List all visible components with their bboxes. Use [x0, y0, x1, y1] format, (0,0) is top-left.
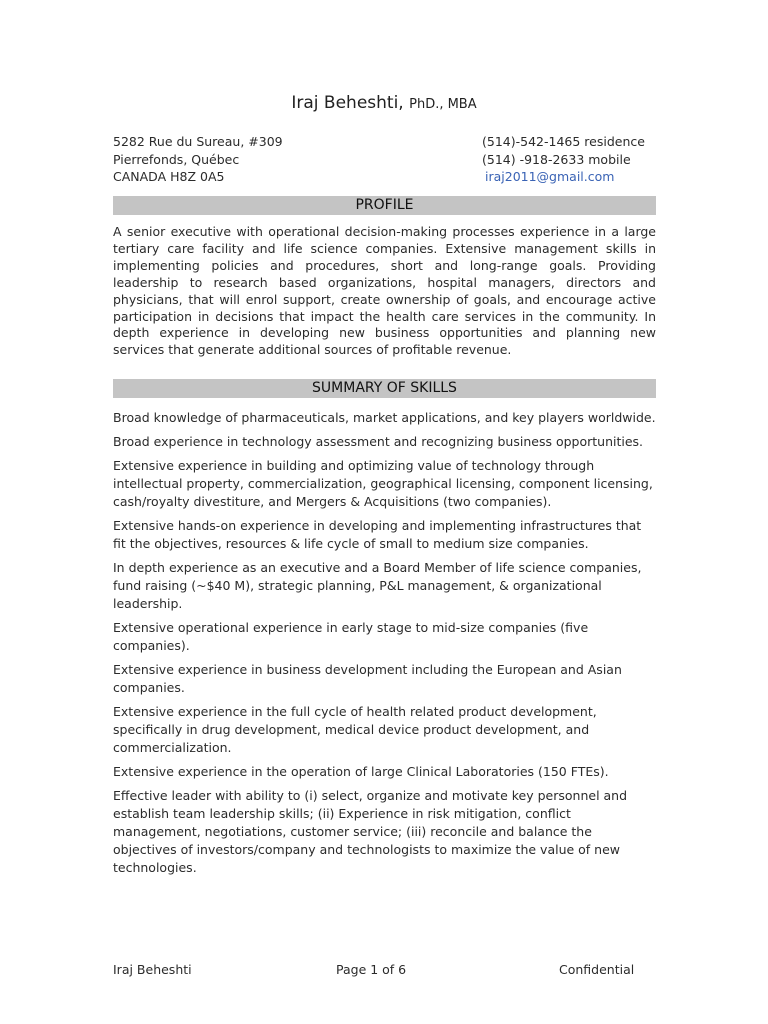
address-line-1: 5282 Rue du Sureau, #309	[113, 134, 283, 149]
person-name: Iraj Beheshti,	[291, 93, 404, 113]
skill-item: Extensive experience in business development including the European and Asian companies.	[113, 662, 622, 695]
skills-heading: SUMMARY OF SKILLS	[113, 379, 656, 398]
address-block	[113, 133, 283, 186]
profile-heading: PROFILE	[113, 196, 656, 215]
skill-item: Extensive experience in the operation of large Clinical Laboratories (150 FTEs).	[113, 764, 609, 779]
footer-confidential: Confidential	[559, 962, 635, 977]
skill-item: Extensive experience in the full cycle of health related product development, specifically in drug development, medical device product development, and commercialization.	[113, 704, 597, 755]
skill-item: Broad experience in technology assessment and recognizing business opportunities.	[113, 434, 644, 449]
resume-name-header	[0, 93, 768, 113]
skills-list	[113, 409, 656, 883]
phone-email-block	[482, 133, 645, 186]
skill-item: Extensive experience in building and optimizing value of technology through intellectual property, commercialization, geographical licensing, component licensing, cash/royalty divestiture, and Mergers & Acquisitions (two companies).	[113, 458, 653, 509]
credentials: PhD., MBA	[409, 97, 477, 112]
footer-author: Iraj Beheshti	[113, 962, 192, 977]
profile-paragraph: A senior executive with operational decision-making processes experience in a large tertiary care facility and life science companies. Extensive management skills in implementing policies and procedures, short and long-range goals. Providing leadership to research based organizations, hospital managers, directors and physicians, that will enrol support, create ownership of goals, and encourage active participation in decisions that impact the health care services in the community. In depth experience in developing new business opportunities and planning new services that generate additional sources of profitable revenue.	[113, 224, 656, 358]
footer-page-number: Page 1 of 6	[336, 962, 407, 977]
skill-item: Broad knowledge of pharmaceuticals, market applications, and key players worldwide.	[113, 410, 656, 425]
phone-mobile: (514) -918-2633 mobile	[482, 151, 631, 167]
email-link[interactable]: iraj2011@gmail.com	[485, 169, 615, 184]
skill-item: Extensive operational experience in early stage to mid-size companies (five companies).	[113, 620, 589, 653]
skill-item: In depth experience as an executive and a Board Member of life science companies, fund raising (~$40 M), strategic planning, P&L management, & organizational leadership.	[113, 560, 642, 611]
phone-residence: (514)-542-1465 residence	[482, 134, 645, 149]
address-line-3: CANADA H8Z 0A5	[113, 169, 225, 184]
skill-item: Effective leader with ability to (i) select, organize and motivate key personnel and establish team leadership skills; (ii) Experience in risk mitigation, conflict management, negotiations, customer service; (iii) reconcile and balance the objectives of investors/company and technologists to maximize the value of new technologies.	[113, 788, 628, 875]
address-line-2: Pierrefonds, Québec	[113, 151, 240, 167]
skill-item: Extensive hands-on experience in developing and implementing infrastructures that fit the objectives, resources & life cycle of small to medium size companies.	[113, 518, 642, 551]
